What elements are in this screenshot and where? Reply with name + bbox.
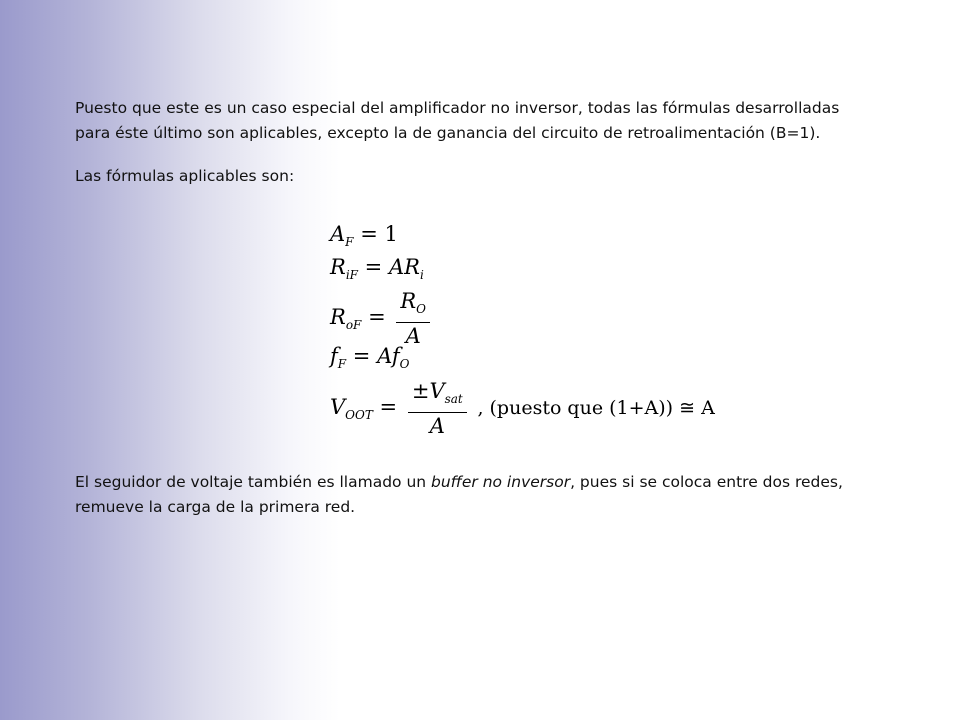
formula-bandwidth <box>330 344 410 371</box>
formula-bandwidth-rhs: Af <box>377 344 400 368</box>
formula-gain-lhs: A <box>330 222 346 246</box>
formula-input-resistance-lhs: R <box>330 255 346 279</box>
formula-gain <box>330 222 398 249</box>
formula-bandwidth-eq: = <box>352 344 378 368</box>
closing-paragraph <box>75 470 875 520</box>
formula-output-resistance-lhs-sub: oF <box>345 318 362 332</box>
formula-bandwidth-lhs: f <box>330 344 338 368</box>
closing-emphasis: buffer no inversor <box>431 473 571 491</box>
formula-output-offset-lhs: V <box>330 395 346 419</box>
formula-input-resistance-eq: = <box>364 255 389 279</box>
formula-output-resistance <box>330 288 434 349</box>
fraction-denominator <box>408 413 467 439</box>
formula-output-offset-eq: = <box>379 395 398 419</box>
closing-text-start: El seguidor de voltaje también es llamado un <box>75 473 432 491</box>
closing-text-end: , pues si se coloca entre dos redes, remueve la carga de la primera red. <box>75 473 843 516</box>
fraction-numerator <box>408 378 467 413</box>
intro-paragraph: Puesto que este es un caso especial del amplificador no inversor, todas las fórmulas desarrolladas para éste último son aplicables, excepto la de ganancia del circuito de retroalimentación (B=1). <box>75 99 840 142</box>
fraction-denominator-var: A <box>405 324 421 348</box>
formula-output-resistance-fraction <box>396 288 430 349</box>
formulas-heading: Las fórmulas aplicables son: <box>75 167 295 185</box>
formula-output-offset-lhs-sub: OOT <box>345 408 373 422</box>
fraction-numerator-var: ±V <box>411 379 445 403</box>
formula-bandwidth-rhs-sub: O <box>399 357 410 371</box>
fraction-numerator-var: R <box>400 289 417 313</box>
formula-output-resistance-eq: = <box>368 305 386 329</box>
formula-input-resistance <box>330 255 424 282</box>
fraction-numerator-sub: O <box>416 302 427 316</box>
formula-input-resistance-rhs-sub: i <box>419 268 424 282</box>
fraction-numerator <box>396 288 430 323</box>
formula-output-offset-note: , (puesto que (1+A)) ≅ A <box>477 397 715 419</box>
fraction-numerator-sub: sat <box>444 392 463 406</box>
fraction-denominator-var: A <box>429 414 445 438</box>
formula-output-offset <box>330 378 715 439</box>
formula-input-resistance-lhs-sub: iF <box>345 268 358 282</box>
formula-gain-lhs-sub: F <box>345 235 354 249</box>
formula-input-resistance-rhs: AR <box>388 255 420 279</box>
formula-gain-rhs: = 1 <box>360 222 398 246</box>
formula-output-offset-fraction <box>408 378 467 439</box>
formula-output-resistance-lhs: R <box>330 305 346 329</box>
formula-bandwidth-lhs-sub: F <box>337 357 347 371</box>
